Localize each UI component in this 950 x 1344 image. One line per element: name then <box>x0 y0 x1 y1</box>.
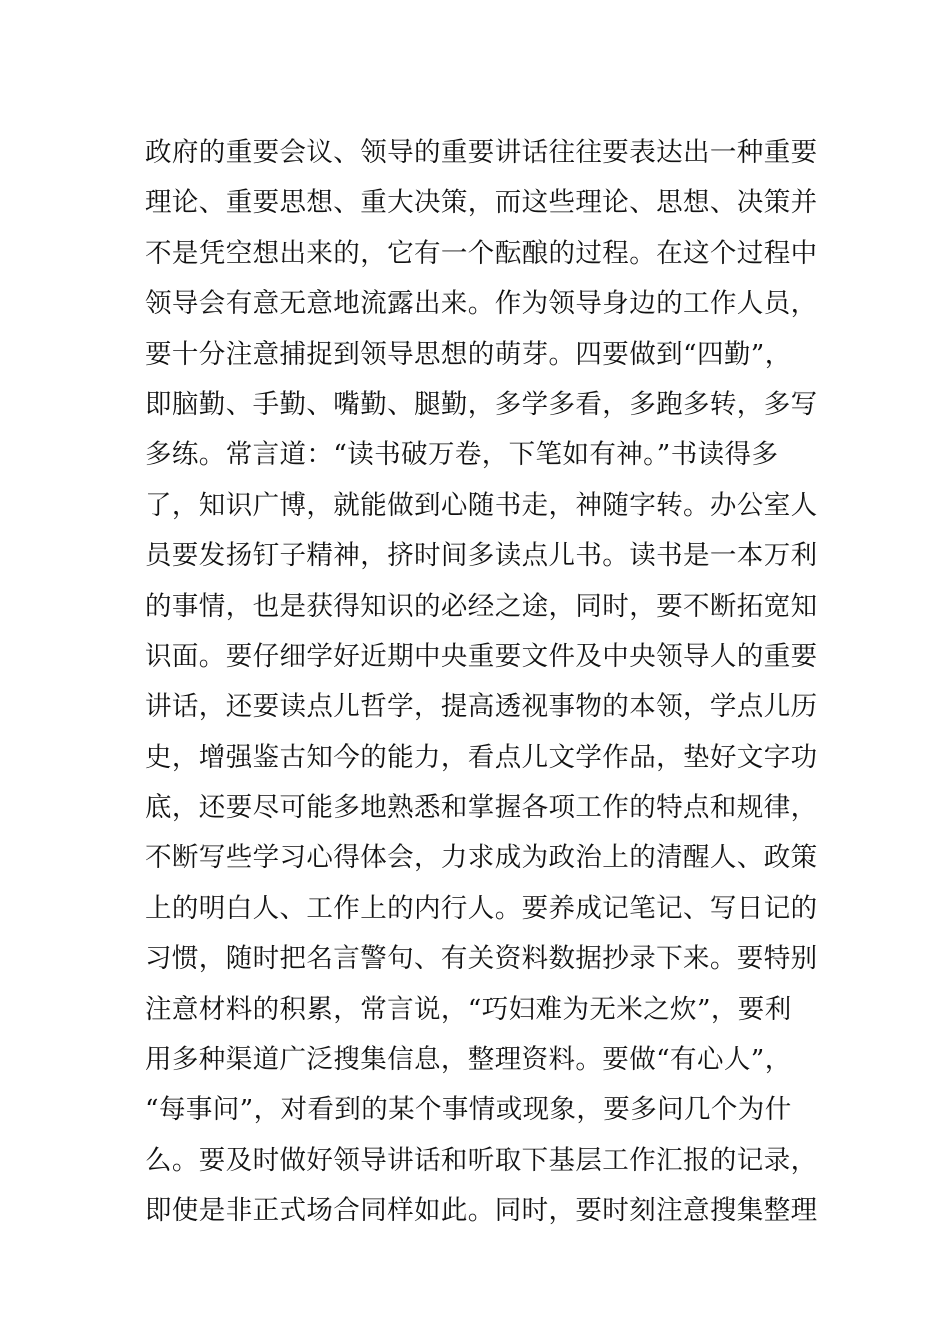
text-line: 领导会有意无意地流露出来。作为领导身边的工作人员， <box>145 288 818 320</box>
text-line: 即使是非正式场合同样如此。同时，要时刻注意搜集整理 <box>145 1195 818 1227</box>
text-line: 史，增强鉴古知今的能力，看点儿文学作品，垫好文字功 <box>145 741 818 773</box>
text-line: 理论、重要思想、重大决策，而这些理论、思想、决策并 <box>145 187 818 219</box>
text-line: 注意材料的积累，常言说，“巧妇难为无米之炊”，要利 <box>145 993 792 1025</box>
text-line: 用多种渠道广泛搜集信息，整理资料。要做“有心人”， <box>145 1044 792 1076</box>
text-line: 多练。常言道：“读书破万卷，下笔如有神。”书读得多 <box>145 439 779 471</box>
text-line: 底，还要尽可能多地熟悉和掌握各项工作的特点和规律， <box>145 792 818 824</box>
text-line: 要十分注意捕捉到领导思想的萌芽。四要做到“四勤”， <box>145 338 792 370</box>
text-line: 识面。要仔细学好近期中央重要文件及中央领导人的重要 <box>145 640 818 672</box>
text-line: 么。要及时做好领导讲话和听取下基层工作汇报的记录， <box>145 1144 818 1176</box>
text-line: “每事问”，对看到的某个事情或现象，要多问几个为什 <box>145 1094 792 1126</box>
text-line: 习惯，随时把名言警句、有关资料数据抄录下来。要特别 <box>145 943 818 975</box>
text-line: 的事情，也是获得知识的必经之途，同时，要不断拓宽知 <box>145 590 818 622</box>
text-line: 即脑勤、手勤、嘴勤、腿勤，多学多看，多跑多转，多写 <box>145 388 818 420</box>
text-line: 上的明白人、工作上的内行人。要养成记笔记、写日记的 <box>145 892 818 924</box>
text-line: 不断写些学习心得体会，力求成为政治上的清醒人、政策 <box>145 842 818 874</box>
text-line: 了，知识广博，就能做到心随书走，神随字转。办公室人 <box>145 489 818 521</box>
body-paragraph <box>145 128 818 1237</box>
text-line: 不是凭空想出来的，它有一个酝酿的过程。在这个过程中 <box>145 237 818 269</box>
text-line: 政府的重要会议、领导的重要讲话往往要表达出一种重要 <box>145 137 818 168</box>
text-line: 讲话，还要读点儿哲学，提高透视事物的本领，学点儿历 <box>145 691 818 723</box>
text-line: 员要发扬钉子精神，挤时间多读点儿书。读书是一本万利 <box>145 540 818 572</box>
